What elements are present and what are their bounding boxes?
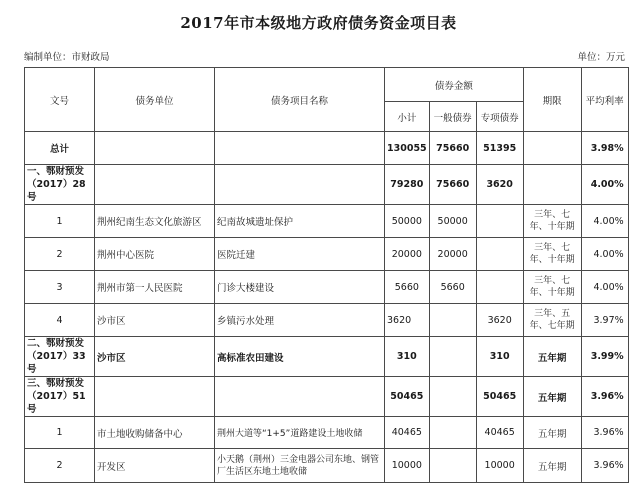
cell-general: 20000 (429, 238, 476, 271)
cell-unit: 沙市区 (95, 337, 215, 377)
cell-unit: 荆州市第一人民医院 (95, 271, 215, 304)
cell-term (523, 165, 581, 205)
cell-special (476, 238, 523, 271)
cell-subtotal: 79280 (385, 165, 430, 205)
cell-unit: 开发区 (95, 449, 215, 483)
preparing-unit: 编制单位：市财政局 (24, 52, 110, 63)
cell-subtotal: 20000 (385, 238, 430, 271)
table-row (25, 417, 629, 449)
cell-general (429, 449, 476, 483)
cell-doc: 一、鄂财预发（2017）28号 (25, 165, 95, 205)
cell-general: 50000 (429, 205, 476, 238)
header-unit: 债务单位 (95, 68, 215, 132)
cell-project: 纪南故城遗址保护 (215, 205, 385, 238)
debt-project-table (24, 67, 629, 483)
cell-subtotal: 3620 (385, 304, 430, 337)
page-title: 2017年市本级地方政府债务资金项目表 (180, 14, 457, 32)
cell-project: 医院迁建 (215, 238, 385, 271)
cell-project: 荆州大道等“1+5”道路建设土地收储 (215, 417, 385, 449)
cell-term (523, 132, 581, 165)
cell-special: 310 (476, 337, 523, 377)
table-row (25, 238, 629, 271)
cell-general (429, 417, 476, 449)
cell-general (429, 337, 476, 377)
cell-unit (95, 377, 215, 417)
header-project: 债务项目名称 (215, 68, 385, 132)
cell-rate: 4.00% (581, 205, 628, 238)
cell-term: 五年期 (523, 417, 581, 449)
cell-project: 乡镇污水处理 (215, 304, 385, 337)
cell-project (215, 165, 385, 205)
cell-doc: 三、鄂财预发（2017）51号 (25, 377, 95, 417)
table-row (25, 337, 629, 377)
cell-unit (95, 132, 215, 165)
header-doc-no: 文号 (25, 68, 95, 132)
cell-rate: 3.97% (581, 304, 628, 337)
cell-rate: 4.00% (581, 271, 628, 304)
cell-general (429, 377, 476, 417)
cell-project (215, 377, 385, 417)
cell-project: 高标准农田建设 (215, 337, 385, 377)
cell-special (476, 205, 523, 238)
cell-project: 门诊大楼建设 (215, 271, 385, 304)
table-row (25, 165, 629, 205)
cell-special (476, 271, 523, 304)
cell-general (429, 304, 476, 337)
cell-doc: 1 (25, 205, 95, 238)
cell-subtotal: 310 (385, 337, 430, 377)
cell-rate: 3.96% (581, 417, 628, 449)
cell-special: 50465 (476, 377, 523, 417)
cell-subtotal: 40465 (385, 417, 430, 449)
cell-term: 五年期 (523, 377, 581, 417)
currency-unit: 单位：万元 (577, 52, 625, 63)
cell-project: 小天鹅（荆州）三金电器公司东地、钢管厂生活区东地土地收储 (215, 449, 385, 483)
cell-term: 三年、七年、十年期 (523, 271, 581, 304)
cell-general: 75660 (429, 132, 476, 165)
header-rate: 平均利率 (581, 68, 628, 132)
cell-special: 40465 (476, 417, 523, 449)
cell-subtotal: 50000 (385, 205, 430, 238)
table-row (25, 304, 629, 337)
cell-rate: 3.99% (581, 337, 628, 377)
cell-term: 三年、五年、七年期 (523, 304, 581, 337)
cell-subtotal: 130055 (385, 132, 430, 165)
cell-subtotal: 10000 (385, 449, 430, 483)
cell-doc: 总计 (25, 132, 95, 165)
cell-rate: 4.00% (581, 238, 628, 271)
cell-special: 3620 (476, 165, 523, 205)
cell-rate: 3.98% (581, 132, 628, 165)
cell-subtotal: 50465 (385, 377, 430, 417)
cell-unit (95, 165, 215, 205)
cell-general: 5660 (429, 271, 476, 304)
cell-term: 五年期 (523, 449, 581, 483)
cell-general: 75660 (429, 165, 476, 205)
table-row (25, 449, 629, 483)
cell-term: 三年、七年、十年期 (523, 205, 581, 238)
cell-doc: 2 (25, 449, 95, 483)
header-amount: 债券金额 (385, 68, 524, 102)
cell-term: 五年期 (523, 337, 581, 377)
cell-doc: 3 (25, 271, 95, 304)
cell-doc: 2 (25, 238, 95, 271)
cell-doc: 1 (25, 417, 95, 449)
cell-unit: 荆州中心医院 (95, 238, 215, 271)
table-row (25, 205, 629, 238)
cell-special: 51395 (476, 132, 523, 165)
header-general: 一般债券 (429, 102, 476, 132)
table-row (25, 132, 629, 165)
header-row (25, 68, 629, 102)
cell-special: 10000 (476, 449, 523, 483)
header-subtotal: 小计 (385, 102, 430, 132)
cell-special: 3620 (476, 304, 523, 337)
table-row (25, 377, 629, 417)
cell-unit: 市土地收购储备中心 (95, 417, 215, 449)
cell-doc: 4 (25, 304, 95, 337)
header-special: 专项债券 (476, 102, 523, 132)
cell-doc: 二、鄂财预发（2017）33号 (25, 337, 95, 377)
cell-rate: 3.96% (581, 377, 628, 417)
table-row (25, 271, 629, 304)
cell-unit: 沙市区 (95, 304, 215, 337)
cell-unit: 荆州纪南生态文化旅游区 (95, 205, 215, 238)
cell-rate: 4.00% (581, 165, 628, 205)
cell-rate: 3.96% (581, 449, 628, 483)
cell-project (215, 132, 385, 165)
cell-term: 三年、七年、十年期 (523, 238, 581, 271)
header-term: 期限 (523, 68, 581, 132)
cell-subtotal: 5660 (385, 271, 430, 304)
